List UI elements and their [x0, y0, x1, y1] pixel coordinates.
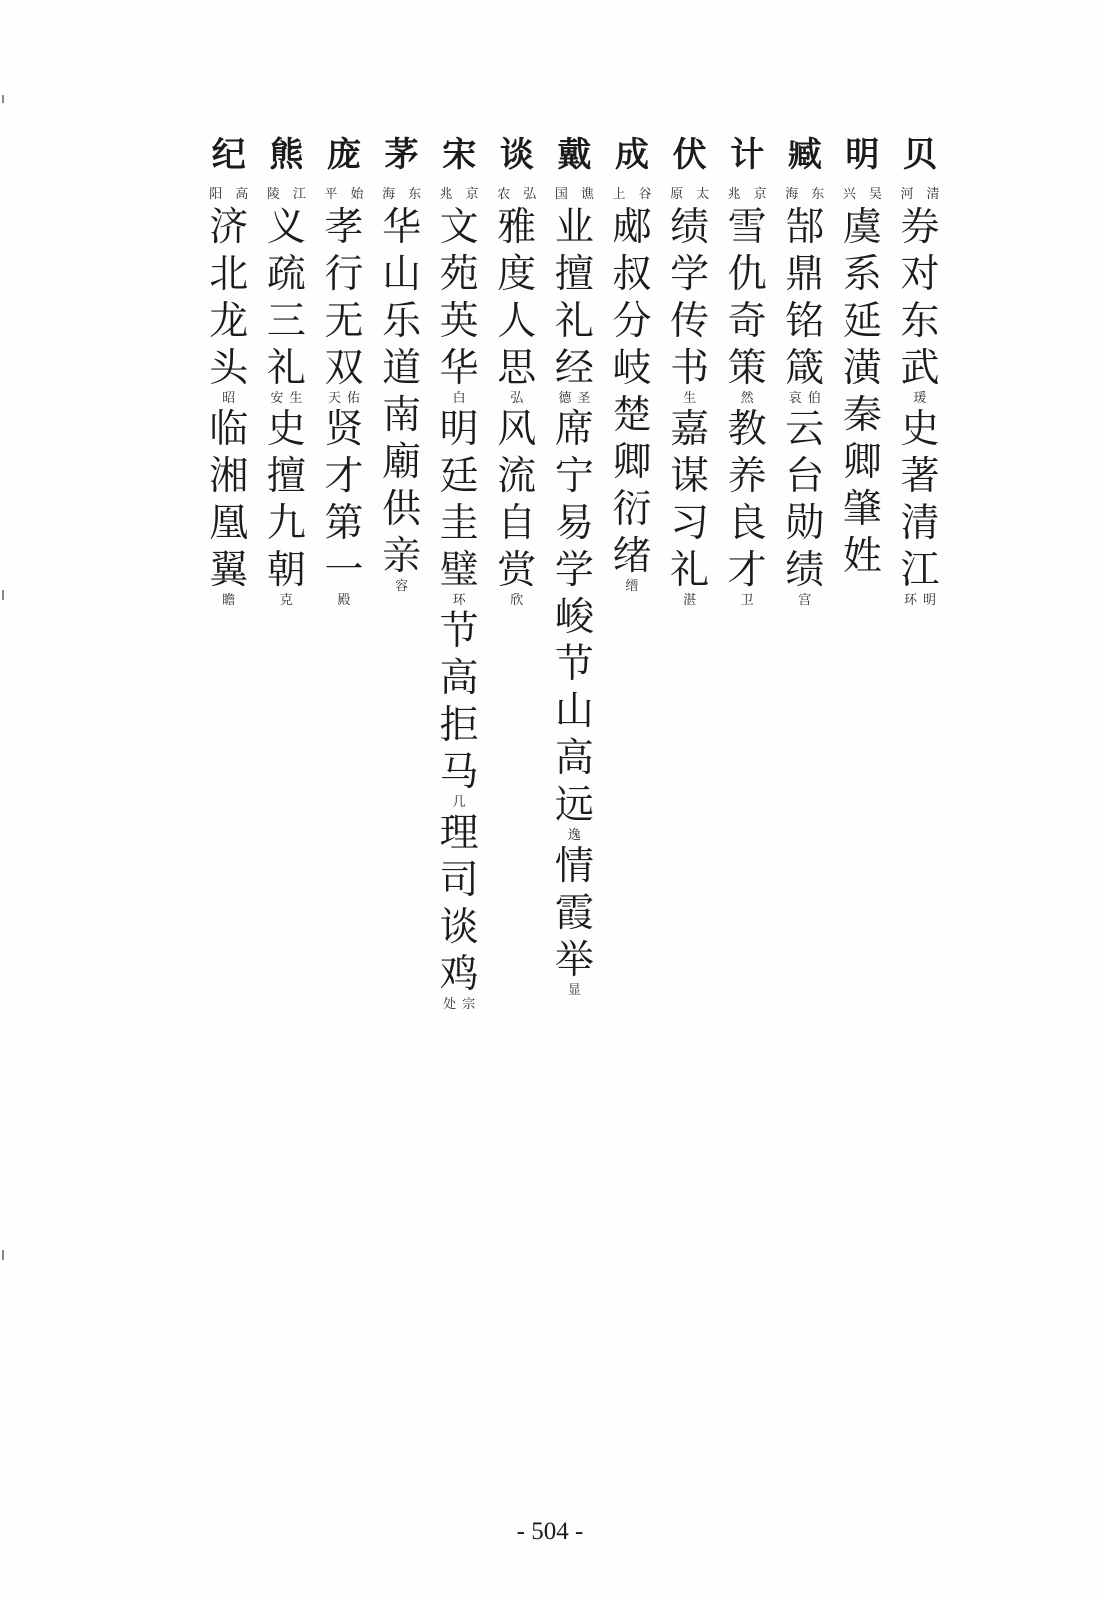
place-char: 东	[408, 187, 422, 202]
annotation-note: 处 宗	[443, 997, 476, 1012]
verse-text	[837, 204, 887, 580]
verse-char: 岐	[612, 346, 652, 391]
place-char: 吴	[868, 187, 882, 202]
verse-char: 绪	[612, 534, 652, 579]
verse-char: 谋	[670, 454, 710, 499]
place-label	[838, 188, 886, 202]
surname-column	[834, 132, 890, 580]
surname-heading: 戴	[557, 135, 592, 175]
surname-heading: 贝	[903, 135, 937, 175]
verse-char: 清	[900, 501, 940, 546]
verse-text	[319, 204, 369, 608]
verse-segment	[722, 406, 772, 594]
place-label	[205, 188, 253, 202]
verse-char: 流	[497, 454, 537, 499]
verse-segment	[319, 204, 369, 392]
verse-text	[895, 204, 945, 608]
verse-char: 教	[727, 407, 767, 452]
place-char: 谯	[580, 187, 594, 202]
verse-char: 学	[554, 548, 594, 593]
annotation-note: 宫	[798, 593, 812, 608]
annotation-note: 瑗	[913, 391, 927, 406]
verse-char: 节	[554, 642, 594, 687]
verse-char: 良	[727, 501, 767, 546]
verse-char: 擅	[554, 252, 594, 297]
annotation-note: 天 佑	[327, 391, 361, 406]
verse-char: 行	[324, 252, 364, 297]
annotation-note: 生	[683, 391, 697, 406]
annotation-note: 昭	[222, 391, 236, 406]
verse-char: 道	[382, 346, 422, 391]
surname-column	[316, 132, 372, 608]
verse-char: 史	[266, 407, 306, 452]
verse-char: 虞	[842, 205, 882, 250]
verse-char: 谈	[439, 905, 479, 950]
verse-char: 业	[554, 205, 594, 250]
surname-column	[662, 132, 718, 608]
annotation-note: 环 明	[903, 593, 937, 608]
verse-char: 卿	[842, 440, 882, 485]
place-char: 兆	[439, 187, 453, 202]
annotation-note: 安 生	[270, 391, 303, 406]
verse-char: 礼	[266, 346, 306, 391]
verse-segment	[261, 406, 311, 594]
verse-char: 情	[554, 844, 594, 889]
place-char: 陵	[266, 187, 280, 202]
verse-char: 传	[670, 299, 710, 344]
place-char: 国	[554, 187, 568, 202]
verse-char: 翼	[209, 548, 249, 593]
surname-column	[777, 132, 833, 608]
place-char: 高	[235, 187, 249, 202]
verse-char: 雅	[497, 205, 537, 250]
place-char: 海	[382, 187, 396, 202]
verse-char: 礼	[554, 299, 594, 344]
verse-char: 雪	[727, 205, 767, 250]
scan-mark	[2, 590, 4, 600]
page-number: - 504 -	[516, 1518, 584, 1545]
verse-char: 才	[727, 548, 767, 593]
surname-heading: 谈	[499, 135, 534, 175]
verse-char: 郜	[785, 205, 825, 250]
verse-char: 苑	[439, 252, 479, 297]
verse-char: 凰	[209, 501, 249, 546]
verse-char: 思	[497, 346, 537, 391]
verse-text	[261, 204, 311, 608]
verse-char: 绩	[670, 205, 710, 250]
verse-char: 拒	[439, 703, 479, 748]
verse-char: 临	[209, 407, 249, 452]
place-char: 海	[785, 187, 799, 202]
verse-char: 亲	[382, 534, 422, 579]
verse-char: 济	[209, 205, 249, 250]
verse-segment	[665, 406, 715, 594]
verse-char: 北	[209, 252, 249, 297]
place-label	[550, 188, 598, 202]
verse-char: 朝	[266, 548, 306, 593]
place-char: 原	[670, 187, 684, 202]
verse-char: 孝	[324, 205, 364, 250]
place-char: 阳	[209, 187, 223, 202]
annotation-note: 容	[395, 579, 409, 594]
verse-char: 度	[497, 252, 537, 297]
surname-column	[258, 132, 314, 608]
verse-char: 鸡	[439, 952, 479, 997]
verse-char: 武	[900, 346, 940, 391]
place-char: 太	[696, 187, 710, 202]
verse-char: 对	[900, 252, 940, 297]
surname-column	[201, 132, 257, 608]
verse-char: 礼	[670, 548, 710, 593]
verse-char: 策	[727, 346, 767, 391]
verse-segment	[895, 204, 945, 392]
verse-char: 璧	[439, 548, 479, 593]
place-label	[781, 188, 829, 202]
verse-char: 箴	[785, 346, 825, 391]
verse-text	[665, 204, 715, 608]
verse-char: 无	[324, 299, 364, 344]
verse-segment	[665, 204, 715, 392]
verse-segment	[204, 406, 254, 594]
verse-segment	[434, 608, 484, 796]
annotation-note: 缙	[625, 579, 639, 594]
surname-heading: 明	[845, 135, 880, 175]
annotation-note: 卫	[740, 593, 754, 608]
place-char: 谷	[638, 187, 652, 202]
place-label	[896, 188, 944, 202]
verse-segment	[377, 204, 427, 580]
verse-segment	[319, 406, 369, 594]
verse-char: 第	[324, 501, 364, 546]
verse-char: 卿	[612, 440, 652, 485]
verse-char: 券	[900, 205, 940, 250]
verse-char: 台	[785, 454, 825, 499]
verse-segment	[722, 204, 772, 392]
verse-char: 郕	[612, 205, 652, 250]
annotation-note: 瞻	[222, 593, 236, 608]
verse-char: 秦	[842, 393, 882, 438]
verse-segment	[549, 406, 599, 829]
verse-char: 举	[554, 938, 594, 983]
annotation-note: 克	[279, 593, 293, 608]
surname-column	[892, 132, 948, 608]
verse-char: 易	[554, 501, 594, 546]
verse-char: 书	[670, 346, 710, 391]
verse-segment	[549, 843, 599, 984]
verse-text	[722, 204, 772, 608]
verse-char: 节	[439, 609, 479, 654]
verse-segment	[204, 204, 254, 392]
verse-char: 赏	[497, 548, 537, 593]
verse-char: 马	[439, 750, 479, 795]
verse-char: 东	[900, 299, 940, 344]
verse-char: 衍	[612, 487, 652, 532]
verse-char: 延	[842, 299, 882, 344]
verse-char: 理	[439, 811, 479, 856]
verse-char: 擅	[266, 454, 306, 499]
verse-segment	[434, 810, 484, 998]
verse-segment	[780, 406, 830, 594]
verse-char: 席	[554, 407, 594, 452]
verse-char: 仇	[727, 252, 767, 297]
verse-char: 圭	[439, 501, 479, 546]
verse-segment	[895, 406, 945, 594]
place-label	[723, 188, 771, 202]
verse-segment	[492, 204, 542, 392]
verse-char: 高	[439, 656, 479, 701]
verse-char: 三	[266, 299, 306, 344]
place-char: 东	[811, 187, 825, 202]
surname-column	[719, 132, 775, 608]
verse-char: 廷	[439, 454, 479, 499]
place-label	[320, 188, 368, 202]
scan-mark	[2, 95, 4, 103]
surname-heading: 宋	[442, 135, 477, 175]
annotation-note: 白	[452, 391, 466, 406]
verse-char: 著	[900, 454, 940, 499]
verse-char: 才	[324, 454, 364, 499]
verse-char: 廟	[382, 440, 422, 485]
verse-char: 人	[497, 299, 537, 344]
place-label	[493, 188, 541, 202]
annotation-note: 环	[452, 593, 466, 608]
verse-char: 龙	[209, 299, 249, 344]
verse-char: 湘	[209, 454, 249, 499]
verse-char: 分	[612, 299, 652, 344]
surname-column	[546, 132, 602, 998]
verse-char: 经	[554, 346, 594, 391]
annotation-note: 几	[452, 795, 466, 810]
verse-segment	[607, 204, 657, 580]
annotation-note: 弘	[510, 391, 524, 406]
verse-char: 头	[209, 346, 249, 391]
verse-char: 山	[382, 252, 422, 297]
verse-char: 远	[554, 783, 594, 828]
place-char: 始	[350, 187, 364, 202]
place-label	[666, 188, 714, 202]
verse-text	[492, 204, 542, 608]
surname-heading: 熊	[269, 135, 304, 175]
verse-char: 宁	[554, 454, 594, 499]
surname-heading: 计	[730, 135, 765, 175]
verse-char: 双	[324, 346, 364, 391]
verse-char: 供	[382, 487, 422, 532]
surname-column	[604, 132, 660, 594]
annotation-note: 逸	[567, 828, 581, 843]
surname-heading: 成	[615, 135, 649, 175]
verse-char: 学	[670, 252, 710, 297]
verse-text	[549, 204, 599, 998]
verse-char: 贤	[324, 407, 364, 452]
annotation-note: 德 圣	[558, 391, 591, 406]
surname-column	[374, 132, 430, 594]
verse-char: 潢	[842, 346, 882, 391]
verse-segment	[434, 406, 484, 594]
verse-char: 自	[497, 501, 537, 546]
place-label	[608, 188, 656, 202]
verse-char: 系	[842, 252, 882, 297]
place-char: 农	[497, 187, 511, 202]
annotation-note: 欣	[510, 593, 524, 608]
verse-segment	[261, 204, 311, 392]
surname-heading: 庞	[327, 135, 361, 175]
place-label	[435, 188, 483, 202]
annotation-note: 哀 伯	[788, 391, 821, 406]
verse-text	[607, 204, 657, 594]
verse-char: 文	[439, 205, 479, 250]
verse-char: 养	[727, 454, 767, 499]
verse-char: 勋	[785, 501, 825, 546]
verse-char: 绩	[785, 548, 825, 593]
place-char: 清	[926, 187, 940, 202]
verse-char: 山	[554, 689, 594, 734]
surname-heading: 伏	[672, 135, 707, 175]
verse-char: 南	[382, 393, 422, 438]
verse-char: 高	[554, 736, 594, 781]
surname-heading: 臧	[787, 135, 822, 175]
verse-char: 肇	[842, 487, 882, 532]
verse-char: 风	[497, 407, 537, 452]
place-char: 兴	[842, 187, 856, 202]
verse-char: 奇	[727, 299, 767, 344]
scan-mark	[2, 1250, 4, 1260]
verse-char: 鼎	[785, 252, 825, 297]
verse-char: 司	[439, 858, 479, 903]
verse-char: 楚	[612, 393, 652, 438]
surname-column	[431, 132, 487, 1012]
verse-text	[204, 204, 254, 608]
annotation-note: 湛	[683, 593, 697, 608]
verse-text	[377, 204, 427, 594]
place-char: 河	[900, 187, 914, 202]
annotation-note: 显	[567, 983, 581, 998]
verse-char: 明	[439, 407, 479, 452]
verse-char: 华	[382, 205, 422, 250]
annotation-note: 殿	[337, 593, 351, 608]
verse-text	[434, 204, 484, 1012]
verse-segment	[434, 204, 484, 392]
verse-char: 一	[324, 548, 364, 593]
verse-char: 疏	[266, 252, 306, 297]
annotation-note: 然	[740, 391, 754, 406]
verse-char: 义	[266, 205, 306, 250]
verse-char: 九	[266, 501, 306, 546]
surname-heading: 纪	[211, 135, 246, 175]
verse-segment	[492, 406, 542, 594]
verse-char: 嘉	[670, 407, 710, 452]
verse-char: 铭	[785, 299, 825, 344]
verse-char: 华	[439, 346, 479, 391]
place-char: 上	[612, 187, 626, 202]
place-char: 兆	[727, 187, 741, 202]
verse-segment	[549, 204, 599, 392]
place-char: 平	[324, 187, 338, 202]
verse-char: 姓	[842, 534, 882, 579]
verse-char: 英	[439, 299, 479, 344]
verse-char: 霞	[554, 891, 594, 936]
verse-char: 习	[670, 501, 710, 546]
place-char: 京	[465, 187, 479, 202]
verse-char: 江	[900, 548, 940, 593]
place-label	[262, 188, 310, 202]
verse-char: 峻	[554, 595, 594, 640]
place-char: 京	[753, 187, 767, 202]
verse-text	[780, 204, 830, 608]
surname-column	[489, 132, 545, 608]
place-char: 江	[292, 187, 306, 202]
place-char: 弘	[523, 187, 537, 202]
verse-char: 云	[785, 407, 825, 452]
verse-segment	[837, 204, 887, 580]
verse-segment	[780, 204, 830, 392]
surname-heading: 茅	[384, 135, 419, 175]
place-label	[378, 188, 426, 202]
verse-char: 乐	[382, 299, 422, 344]
verse-char: 史	[900, 407, 940, 452]
verse-char: 叔	[612, 252, 652, 297]
